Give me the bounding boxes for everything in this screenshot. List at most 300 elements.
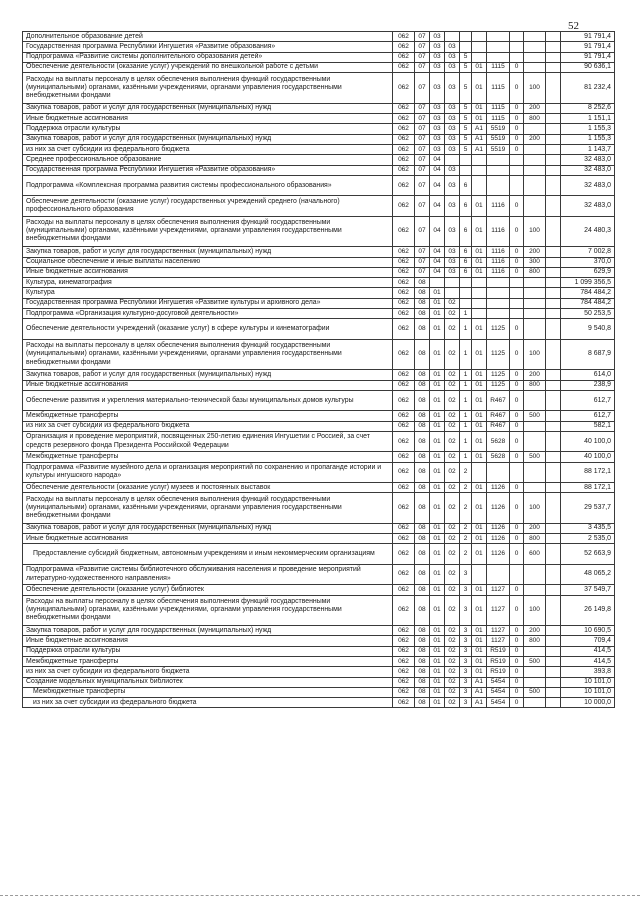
ministry-code: 062 — [393, 657, 415, 667]
program-code — [445, 288, 460, 298]
row-name: из них за счет субсидии из федерального бюджета — [23, 421, 393, 431]
section-code: 08 — [415, 390, 430, 410]
subprogram-code: 2 — [460, 482, 472, 492]
subprogram-code: 5 — [460, 134, 472, 144]
ministry-code: 062 — [393, 247, 415, 257]
subprogram-code — [460, 165, 472, 175]
direction-code: 1125 — [487, 380, 510, 390]
section-code: 07 — [415, 267, 430, 277]
direction-code: 1116 — [487, 196, 510, 216]
sub-direction-code — [510, 175, 524, 195]
ministry-code: 062 — [393, 124, 415, 134]
extra-code — [546, 677, 561, 687]
expense-type-code — [524, 288, 546, 298]
subsection-code: 04 — [430, 216, 445, 247]
subsection-code: 01 — [430, 687, 445, 697]
subsection-code: 01 — [430, 452, 445, 462]
budget-allocation-table — [22, 31, 615, 708]
ministry-code: 062 — [393, 278, 415, 288]
ministry-code: 062 — [393, 42, 415, 52]
subsection-code: 01 — [430, 431, 445, 451]
ministry-code: 062 — [393, 288, 415, 298]
row-amount: 1 151,1 — [561, 114, 615, 124]
row-amount: 1 155,3 — [561, 124, 615, 134]
row-amount: 40 100,0 — [561, 431, 615, 451]
event-code: 01 — [472, 319, 487, 339]
program-code: 02 — [445, 544, 460, 564]
ministry-code: 062 — [393, 421, 415, 431]
ministry-code: 062 — [393, 319, 415, 339]
program-code: 03 — [445, 73, 460, 104]
program-code: 02 — [445, 380, 460, 390]
table-row — [23, 155, 615, 165]
program-code: 02 — [445, 462, 460, 482]
ministry-code: 062 — [393, 595, 415, 626]
sub-direction-code — [510, 165, 524, 175]
table-row — [23, 247, 615, 257]
sub-direction-code: 0 — [510, 114, 524, 124]
section-code: 07 — [415, 155, 430, 165]
subsection-code: 01 — [430, 309, 445, 319]
direction-code: 1126 — [487, 534, 510, 544]
row-amount: 37 549,7 — [561, 585, 615, 595]
section-code: 08 — [415, 626, 430, 636]
row-name: Обеспечение развития и укрепления материально-технической базы муниципальных домов культуры — [23, 390, 393, 410]
direction-code: 1115 — [487, 103, 510, 113]
row-amount: 29 537,7 — [561, 493, 615, 524]
sub-direction-code — [510, 288, 524, 298]
section-code: 08 — [415, 595, 430, 626]
table-body — [23, 32, 615, 708]
section-code: 08 — [415, 585, 430, 595]
table-row — [23, 380, 615, 390]
expense-type-code — [524, 390, 546, 410]
table-row — [23, 257, 615, 267]
subsection-code: 03 — [430, 134, 445, 144]
expense-type-code — [524, 421, 546, 431]
program-code: 03 — [445, 103, 460, 113]
ministry-code: 062 — [393, 52, 415, 62]
subsection-code — [430, 278, 445, 288]
section-code: 08 — [415, 534, 430, 544]
section-code: 08 — [415, 380, 430, 390]
event-code — [472, 309, 487, 319]
subprogram-code — [460, 32, 472, 42]
event-code: 01 — [472, 62, 487, 72]
program-code: 03 — [445, 144, 460, 154]
sub-direction-code: 0 — [510, 677, 524, 687]
ministry-code: 062 — [393, 114, 415, 124]
event-code — [472, 278, 487, 288]
table-row — [23, 462, 615, 482]
subsection-code: 03 — [430, 103, 445, 113]
row-name: Государственная программа Республики Ингушетия «Развитие образования» — [23, 165, 393, 175]
row-name: Подпрограмма «Комплексная программа развития системы профессионального образования» — [23, 175, 393, 195]
row-amount: 26 149,8 — [561, 595, 615, 626]
section-code: 07 — [415, 165, 430, 175]
subprogram-code: 3 — [460, 687, 472, 697]
direction-code: 5519 — [487, 134, 510, 144]
program-code: 03 — [445, 134, 460, 144]
program-code: 03 — [445, 42, 460, 52]
sub-direction-code — [510, 462, 524, 482]
row-amount: 88 172,1 — [561, 482, 615, 492]
ministry-code: 062 — [393, 267, 415, 277]
table-row — [23, 411, 615, 421]
ministry-code: 062 — [393, 431, 415, 451]
expense-type-code — [524, 677, 546, 687]
row-name: Расходы на выплаты персоналу в целях обеспечения выполнения функций государственными (муниципальными) органами, казёнными учреждениями, органами управления государственными внебюджетными фондами — [23, 493, 393, 524]
subsection-code: 01 — [430, 288, 445, 298]
extra-code — [546, 667, 561, 677]
extra-code — [546, 165, 561, 175]
section-code: 08 — [415, 298, 430, 308]
row-amount: 10 101,0 — [561, 687, 615, 697]
event-code — [472, 288, 487, 298]
sub-direction-code: 0 — [510, 534, 524, 544]
subsection-code: 03 — [430, 144, 445, 154]
table-row — [23, 175, 615, 195]
event-code — [472, 52, 487, 62]
section-code: 08 — [415, 431, 430, 451]
direction-code: 1125 — [487, 370, 510, 380]
section-code: 08 — [415, 657, 430, 667]
ministry-code: 062 — [393, 698, 415, 708]
row-amount: 1 155,3 — [561, 134, 615, 144]
event-code: 01 — [472, 257, 487, 267]
subsection-code: 01 — [430, 411, 445, 421]
sub-direction-code: 0 — [510, 667, 524, 677]
subprogram-code — [460, 288, 472, 298]
extra-code — [546, 698, 561, 708]
event-code: 01 — [472, 431, 487, 451]
table-row — [23, 298, 615, 308]
direction-code: 1125 — [487, 339, 510, 370]
row-amount: 10 101,0 — [561, 677, 615, 687]
row-amount: 8 252,6 — [561, 103, 615, 113]
sub-direction-code — [510, 298, 524, 308]
row-name: Подпрограмма «Развитие системы библиотечного обслуживания населения и проведение мероприятий литературно-художественного направления» — [23, 564, 393, 584]
subsection-code: 04 — [430, 196, 445, 216]
event-code: 01 — [472, 452, 487, 462]
program-code: 02 — [445, 698, 460, 708]
ministry-code: 062 — [393, 390, 415, 410]
subsection-code: 03 — [430, 62, 445, 72]
subprogram-code: 3 — [460, 657, 472, 667]
sub-direction-code: 0 — [510, 636, 524, 646]
row-amount: 393,8 — [561, 667, 615, 677]
program-code: 02 — [445, 636, 460, 646]
event-code: 01 — [472, 370, 487, 380]
subprogram-code: 5 — [460, 62, 472, 72]
event-code — [472, 42, 487, 52]
row-name: Обеспечение деятельности (оказание услуг) библиотек — [23, 585, 393, 595]
expense-type-code — [524, 155, 546, 165]
program-code — [445, 155, 460, 165]
ministry-code: 062 — [393, 523, 415, 533]
direction-code: R467 — [487, 390, 510, 410]
event-code — [472, 564, 487, 584]
program-code: 02 — [445, 421, 460, 431]
row-amount: 50 253,5 — [561, 309, 615, 319]
row-name: Иные бюджетные ассигнования — [23, 380, 393, 390]
ministry-code: 062 — [393, 677, 415, 687]
subprogram-code: 6 — [460, 247, 472, 257]
program-code: 02 — [445, 319, 460, 339]
row-amount: 238,9 — [561, 380, 615, 390]
table-row — [23, 32, 615, 42]
section-code: 08 — [415, 687, 430, 697]
subprogram-code: 6 — [460, 267, 472, 277]
ministry-code: 062 — [393, 482, 415, 492]
expense-type-code: 200 — [524, 134, 546, 144]
subprogram-code: 2 — [460, 544, 472, 564]
subprogram-code: 1 — [460, 411, 472, 421]
section-code: 08 — [415, 370, 430, 380]
extra-code — [546, 73, 561, 104]
direction-code: 1115 — [487, 114, 510, 124]
program-code: 02 — [445, 390, 460, 410]
row-name: Дополнительное образование детей — [23, 32, 393, 42]
direction-code: 1115 — [487, 62, 510, 72]
direction-code: 1126 — [487, 482, 510, 492]
section-code: 07 — [415, 247, 430, 257]
sub-direction-code: 0 — [510, 646, 524, 656]
table-row — [23, 309, 615, 319]
sub-direction-code: 0 — [510, 687, 524, 697]
section-code: 07 — [415, 257, 430, 267]
page-number: 52 — [568, 20, 579, 32]
sub-direction-code: 0 — [510, 493, 524, 524]
extra-code — [546, 380, 561, 390]
program-code: 02 — [445, 626, 460, 636]
subsection-code: 03 — [430, 114, 445, 124]
row-amount: 48 065,2 — [561, 564, 615, 584]
program-code: 02 — [445, 534, 460, 544]
row-name: Подпрограмма «Развитие системы дополнительного образования детей» — [23, 52, 393, 62]
extra-code — [546, 452, 561, 462]
row-name: Закупка товаров, работ и услуг для государственных (муниципальных) нужд — [23, 247, 393, 257]
row-amount: 52 663,9 — [561, 544, 615, 564]
table-row — [23, 114, 615, 124]
sub-direction-code: 0 — [510, 103, 524, 113]
sub-direction-code: 0 — [510, 482, 524, 492]
direction-code: 5519 — [487, 124, 510, 134]
expense-type-code: 200 — [524, 523, 546, 533]
sub-direction-code: 0 — [510, 216, 524, 247]
event-code — [472, 175, 487, 195]
subsection-code: 01 — [430, 298, 445, 308]
program-code: 02 — [445, 493, 460, 524]
subprogram-code: 5 — [460, 73, 472, 104]
extra-code — [546, 298, 561, 308]
expense-type-code: 500 — [524, 452, 546, 462]
expense-type-code — [524, 667, 546, 677]
ministry-code: 062 — [393, 667, 415, 677]
section-code: 08 — [415, 421, 430, 431]
expense-type-code: 200 — [524, 103, 546, 113]
expense-type-code: 100 — [524, 493, 546, 524]
row-name: Расходы на выплаты персоналу в целях обеспечения выполнения функций государственными (муниципальными) органами, казёнными учреждениями, органами управления государственными внебюджетными фондами — [23, 216, 393, 247]
program-code: 02 — [445, 339, 460, 370]
row-amount: 40 100,0 — [561, 452, 615, 462]
ministry-code: 062 — [393, 626, 415, 636]
program-code: 03 — [445, 114, 460, 124]
direction-code: R467 — [487, 421, 510, 431]
row-name: Социальное обеспечение и иные выплаты населению — [23, 257, 393, 267]
table-row — [23, 687, 615, 697]
section-code: 08 — [415, 411, 430, 421]
direction-code: 5628 — [487, 452, 510, 462]
subsection-code: 01 — [430, 544, 445, 564]
sub-direction-code: 0 — [510, 247, 524, 257]
subsection-code: 01 — [430, 421, 445, 431]
direction-code: 1125 — [487, 319, 510, 339]
subprogram-code: 1 — [460, 370, 472, 380]
ministry-code: 062 — [393, 216, 415, 247]
extra-code — [546, 42, 561, 52]
direction-code: 5519 — [487, 144, 510, 154]
section-code: 08 — [415, 667, 430, 677]
event-code: A1 — [472, 698, 487, 708]
section-code: 07 — [415, 196, 430, 216]
row-amount: 24 480,3 — [561, 216, 615, 247]
direction-code: 1116 — [487, 257, 510, 267]
expense-type-code: 100 — [524, 595, 546, 626]
row-name: Поддержка отрасли культуры — [23, 646, 393, 656]
expense-type-code — [524, 278, 546, 288]
subprogram-code — [460, 278, 472, 288]
section-code: 08 — [415, 288, 430, 298]
table-row — [23, 657, 615, 667]
ministry-code: 062 — [393, 73, 415, 104]
extra-code — [546, 390, 561, 410]
row-name: Закупка товаров, работ и услуг для государственных (муниципальных) нужд — [23, 523, 393, 533]
program-code: 02 — [445, 564, 460, 584]
expense-type-code — [524, 42, 546, 52]
program-code: 03 — [445, 196, 460, 216]
extra-code — [546, 247, 561, 257]
subsection-code: 04 — [430, 155, 445, 165]
extra-code — [546, 431, 561, 451]
row-name: Иные бюджетные ассигнования — [23, 114, 393, 124]
extra-code — [546, 339, 561, 370]
sub-direction-code: 0 — [510, 421, 524, 431]
program-code: 02 — [445, 585, 460, 595]
event-code: A1 — [472, 687, 487, 697]
program-code: 02 — [445, 309, 460, 319]
row-name: Закупка товаров, работ и услуг для государственных (муниципальных) нужд — [23, 626, 393, 636]
subprogram-code: 6 — [460, 175, 472, 195]
event-code: 01 — [472, 216, 487, 247]
program-code: 03 — [445, 216, 460, 247]
section-code: 07 — [415, 134, 430, 144]
table-row — [23, 103, 615, 113]
event-code: 01 — [472, 103, 487, 113]
extra-code — [546, 657, 561, 667]
sub-direction-code: 0 — [510, 523, 524, 533]
ministry-code: 062 — [393, 165, 415, 175]
subsection-code: 03 — [430, 52, 445, 62]
row-name: Обеспечение деятельности учреждений (оказание услуг) в сфере культуры и кинематографии — [23, 319, 393, 339]
program-code: 02 — [445, 657, 460, 667]
table-row — [23, 124, 615, 134]
row-amount: 370,0 — [561, 257, 615, 267]
table-row — [23, 278, 615, 288]
subprogram-code: 2 — [460, 493, 472, 524]
event-code: 01 — [472, 626, 487, 636]
section-code: 07 — [415, 42, 430, 52]
subsection-code: 01 — [430, 390, 445, 410]
direction-code — [487, 288, 510, 298]
extra-code — [546, 421, 561, 431]
row-name: из них за счет субсидии из федерального бюджета — [23, 698, 393, 708]
row-name: Культура, кинематография — [23, 278, 393, 288]
expense-type-code: 100 — [524, 73, 546, 104]
program-code: 02 — [445, 452, 460, 462]
direction-code: R519 — [487, 667, 510, 677]
subsection-code: 01 — [430, 657, 445, 667]
table-row — [23, 452, 615, 462]
ministry-code: 062 — [393, 298, 415, 308]
subsection-code: 04 — [430, 247, 445, 257]
program-code: 03 — [445, 52, 460, 62]
event-code — [472, 462, 487, 482]
expense-type-code — [524, 319, 546, 339]
row-name: Закупка товаров, работ и услуг для государственных (муниципальных) нужд — [23, 103, 393, 113]
event-code — [472, 298, 487, 308]
expense-type-code: 500 — [524, 657, 546, 667]
section-code: 07 — [415, 216, 430, 247]
row-amount: 612,7 — [561, 411, 615, 421]
program-code: 03 — [445, 62, 460, 72]
expense-type-code — [524, 298, 546, 308]
subprogram-code: 1 — [460, 390, 472, 410]
row-name: Организация и проведение мероприятий, посвященных 250-летию единения Ингушетии с Россией, за счет средств резервного фонда Президента Российской Федерации — [23, 431, 393, 451]
section-code: 07 — [415, 175, 430, 195]
extra-code — [546, 134, 561, 144]
row-amount: 32 483,0 — [561, 155, 615, 165]
row-name: Подпрограмма «Развитие музейного дела и организация мероприятий по сохранению и пропаганде истории и культуры ингушского народа» — [23, 462, 393, 482]
table-row — [23, 73, 615, 104]
expense-type-code: 100 — [524, 339, 546, 370]
subsection-code: 01 — [430, 493, 445, 524]
expense-type-code — [524, 62, 546, 72]
expense-type-code: 200 — [524, 370, 546, 380]
subsection-code: 01 — [430, 636, 445, 646]
sub-direction-code — [510, 564, 524, 584]
extra-code — [546, 544, 561, 564]
table-row — [23, 165, 615, 175]
extra-code — [546, 482, 561, 492]
direction-code: 1115 — [487, 73, 510, 104]
direction-code: 1127 — [487, 585, 510, 595]
row-name: Расходы на выплаты персоналу в целях обеспечения выполнения функций государственными (муниципальными) органами, казёнными учреждениями, органами управления государственными внебюджетными фондами — [23, 595, 393, 626]
sub-direction-code — [510, 155, 524, 165]
table-row — [23, 431, 615, 451]
row-amount: 1 143,7 — [561, 144, 615, 154]
program-code: 03 — [445, 257, 460, 267]
extra-code — [546, 175, 561, 195]
section-code: 07 — [415, 114, 430, 124]
event-code: 01 — [472, 114, 487, 124]
section-code: 07 — [415, 52, 430, 62]
direction-code — [487, 52, 510, 62]
ministry-code: 062 — [393, 411, 415, 421]
extra-code — [546, 257, 561, 267]
subprogram-code: 6 — [460, 196, 472, 216]
subprogram-code: 3 — [460, 698, 472, 708]
